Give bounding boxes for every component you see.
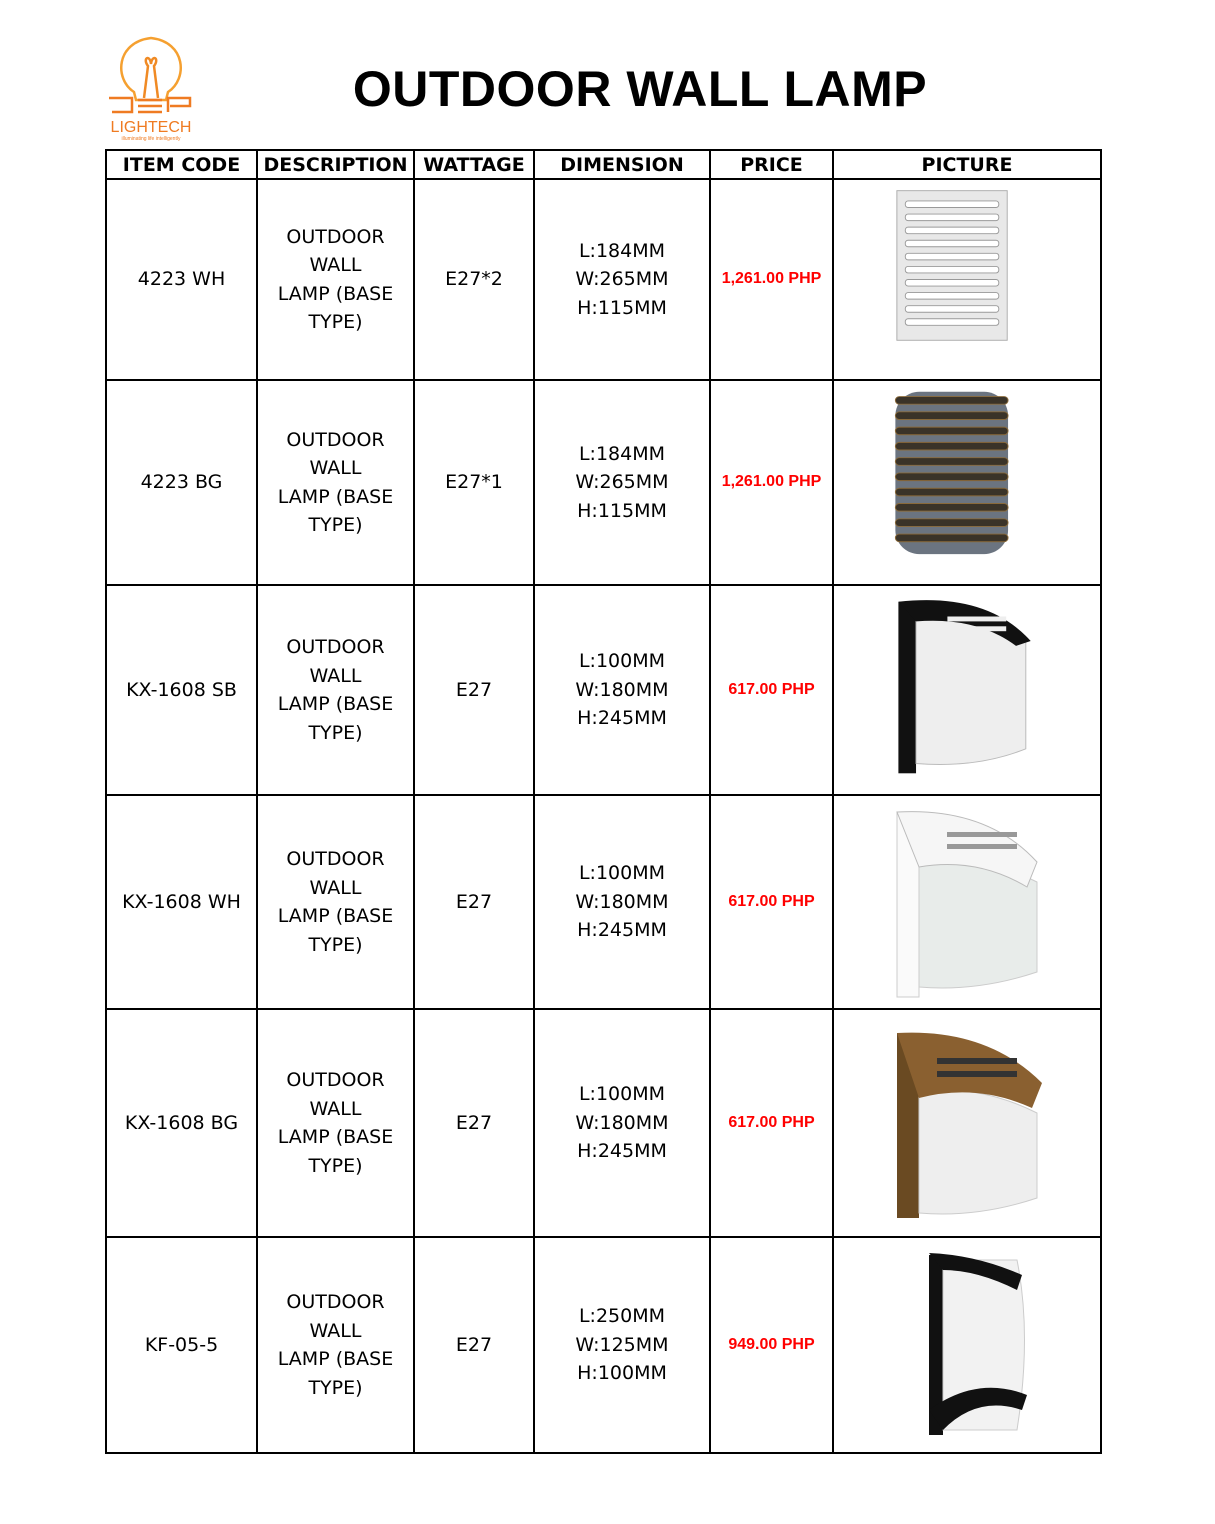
- description-cell: [257, 380, 414, 585]
- description-line: TYPE): [308, 311, 363, 333]
- dimension-line: W:265MM: [575, 268, 669, 291]
- product-table: [105, 149, 1102, 1454]
- dimension-line: H:100MM: [577, 1362, 667, 1385]
- description-cell: [257, 179, 414, 380]
- description-line: TYPE): [308, 1154, 363, 1177]
- dimension-line: L:184MM: [578, 239, 666, 262]
- col-price: PRICE: [710, 150, 833, 179]
- description-line: LAMP (BASE: [277, 1348, 394, 1370]
- dimension-line: L:250MM: [578, 1305, 666, 1328]
- col-picture: PICTURE: [833, 150, 1101, 179]
- description-line: LAMP (BASE: [277, 905, 394, 927]
- dimension-line: W:265MM: [575, 471, 669, 494]
- description-cell: [257, 1009, 414, 1237]
- company-logo: [104, 34, 199, 144]
- item-code: 4223 BG: [106, 380, 257, 585]
- description-line: OUTDOOR WALL: [286, 428, 385, 479]
- dimension-line: W:180MM: [575, 678, 669, 701]
- col-dimension: DIMENSION: [534, 150, 710, 179]
- dimension-cell: [534, 585, 710, 795]
- product-picture: [833, 795, 1101, 1009]
- dimension-line: W:125MM: [575, 1333, 669, 1356]
- dimension-cell: [534, 1009, 710, 1237]
- wattage: E27: [414, 795, 534, 1009]
- col-wattage: WATTAGE: [414, 150, 534, 179]
- description-line: TYPE): [308, 1376, 363, 1399]
- dimension-line: H:115MM: [577, 499, 667, 522]
- table-row: [106, 179, 1101, 380]
- price: 617.00 PHP: [710, 795, 833, 1009]
- table-header: [106, 150, 1101, 179]
- product-picture: [833, 380, 1101, 585]
- page-title: OUTDOOR WALL LAMP: [352, 61, 928, 117]
- item-code: KX-1608 BG: [106, 1009, 257, 1237]
- description-line: OUTDOOR WALL: [286, 1069, 385, 1120]
- description-line: LAMP (BASE: [277, 282, 394, 305]
- price: 617.00 PHP: [710, 1009, 833, 1237]
- product-picture: [833, 585, 1101, 795]
- item-code: KX-1608 SB: [106, 585, 257, 795]
- description-line: OUTDOOR WALL: [286, 1291, 385, 1342]
- table-row: [106, 1009, 1101, 1237]
- item-code: 4223 WH: [106, 179, 257, 380]
- table-row: [106, 380, 1101, 585]
- dimension-line: L:184MM: [578, 442, 666, 465]
- wattage: E27: [414, 1237, 534, 1453]
- svg-text:illuminating life intelligentl: illuminating life intelligently: [121, 136, 181, 142]
- dimension-line: L:100MM: [578, 862, 666, 885]
- product-picture: [833, 1009, 1101, 1237]
- description-line: TYPE): [308, 721, 363, 744]
- price: 617.00 PHP: [710, 585, 833, 795]
- product-picture: [833, 179, 1101, 380]
- dimension-cell: [534, 1237, 710, 1453]
- dimension-line: H:245MM: [577, 919, 667, 942]
- dimension-line: W:180MM: [575, 890, 669, 913]
- table-row: [106, 795, 1101, 1009]
- wattage: E27*2: [414, 179, 534, 380]
- black-hood-lamp-image: [887, 592, 1047, 788]
- description-line: LAMP (BASE: [277, 1126, 394, 1148]
- description-cell: [257, 585, 414, 795]
- price: 1,261.00 PHP: [710, 380, 833, 585]
- dimension-line: H:245MM: [577, 707, 667, 730]
- description-line: OUTDOOR WALL: [286, 636, 385, 687]
- svg-text:LIGHTECH: LIGHTECH: [110, 119, 192, 136]
- description-line: TYPE): [308, 933, 363, 956]
- dimension-line: H:115MM: [577, 296, 667, 319]
- description-cell: [257, 795, 414, 1009]
- description-line: OUTDOOR WALL: [286, 848, 385, 899]
- description-cell: [257, 1237, 414, 1453]
- bronze-hood-lamp-image: [887, 1016, 1047, 1230]
- dimension-line: L:100MM: [578, 650, 666, 673]
- description-line: OUTDOOR WALL: [286, 225, 385, 276]
- item-code: KF-05-5: [106, 1237, 257, 1453]
- wattage: E27: [414, 585, 534, 795]
- description-line: LAMP (BASE: [277, 693, 394, 715]
- item-code: KX-1608 WH: [106, 795, 257, 1009]
- bronze-grille-lamp-image: [887, 387, 1047, 578]
- table-row: [106, 585, 1101, 795]
- description-line: TYPE): [308, 514, 363, 536]
- col-item-code: ITEM CODE: [106, 150, 257, 179]
- dimension-cell: [534, 380, 710, 585]
- dimension-cell: [534, 795, 710, 1009]
- white-grille-lamp-image: [887, 186, 1047, 373]
- price: 1,261.00 PHP: [710, 179, 833, 380]
- wattage: E27*1: [414, 380, 534, 585]
- price: 949.00 PHP: [710, 1237, 833, 1453]
- dimension-line: W:180MM: [575, 1111, 669, 1134]
- dimension-cell: [534, 179, 710, 380]
- product-picture: [833, 1237, 1101, 1453]
- black-band-lamp-image: [887, 1244, 1047, 1446]
- wattage: E27: [414, 1009, 534, 1237]
- table-row: [106, 1237, 1101, 1453]
- dimension-line: L:100MM: [578, 1083, 666, 1106]
- white-hood-lamp-image: [887, 802, 1047, 1002]
- description-line: LAMP (BASE: [277, 485, 394, 508]
- dimension-line: H:245MM: [577, 1140, 667, 1163]
- col-description: DESCRIPTION: [257, 150, 414, 179]
